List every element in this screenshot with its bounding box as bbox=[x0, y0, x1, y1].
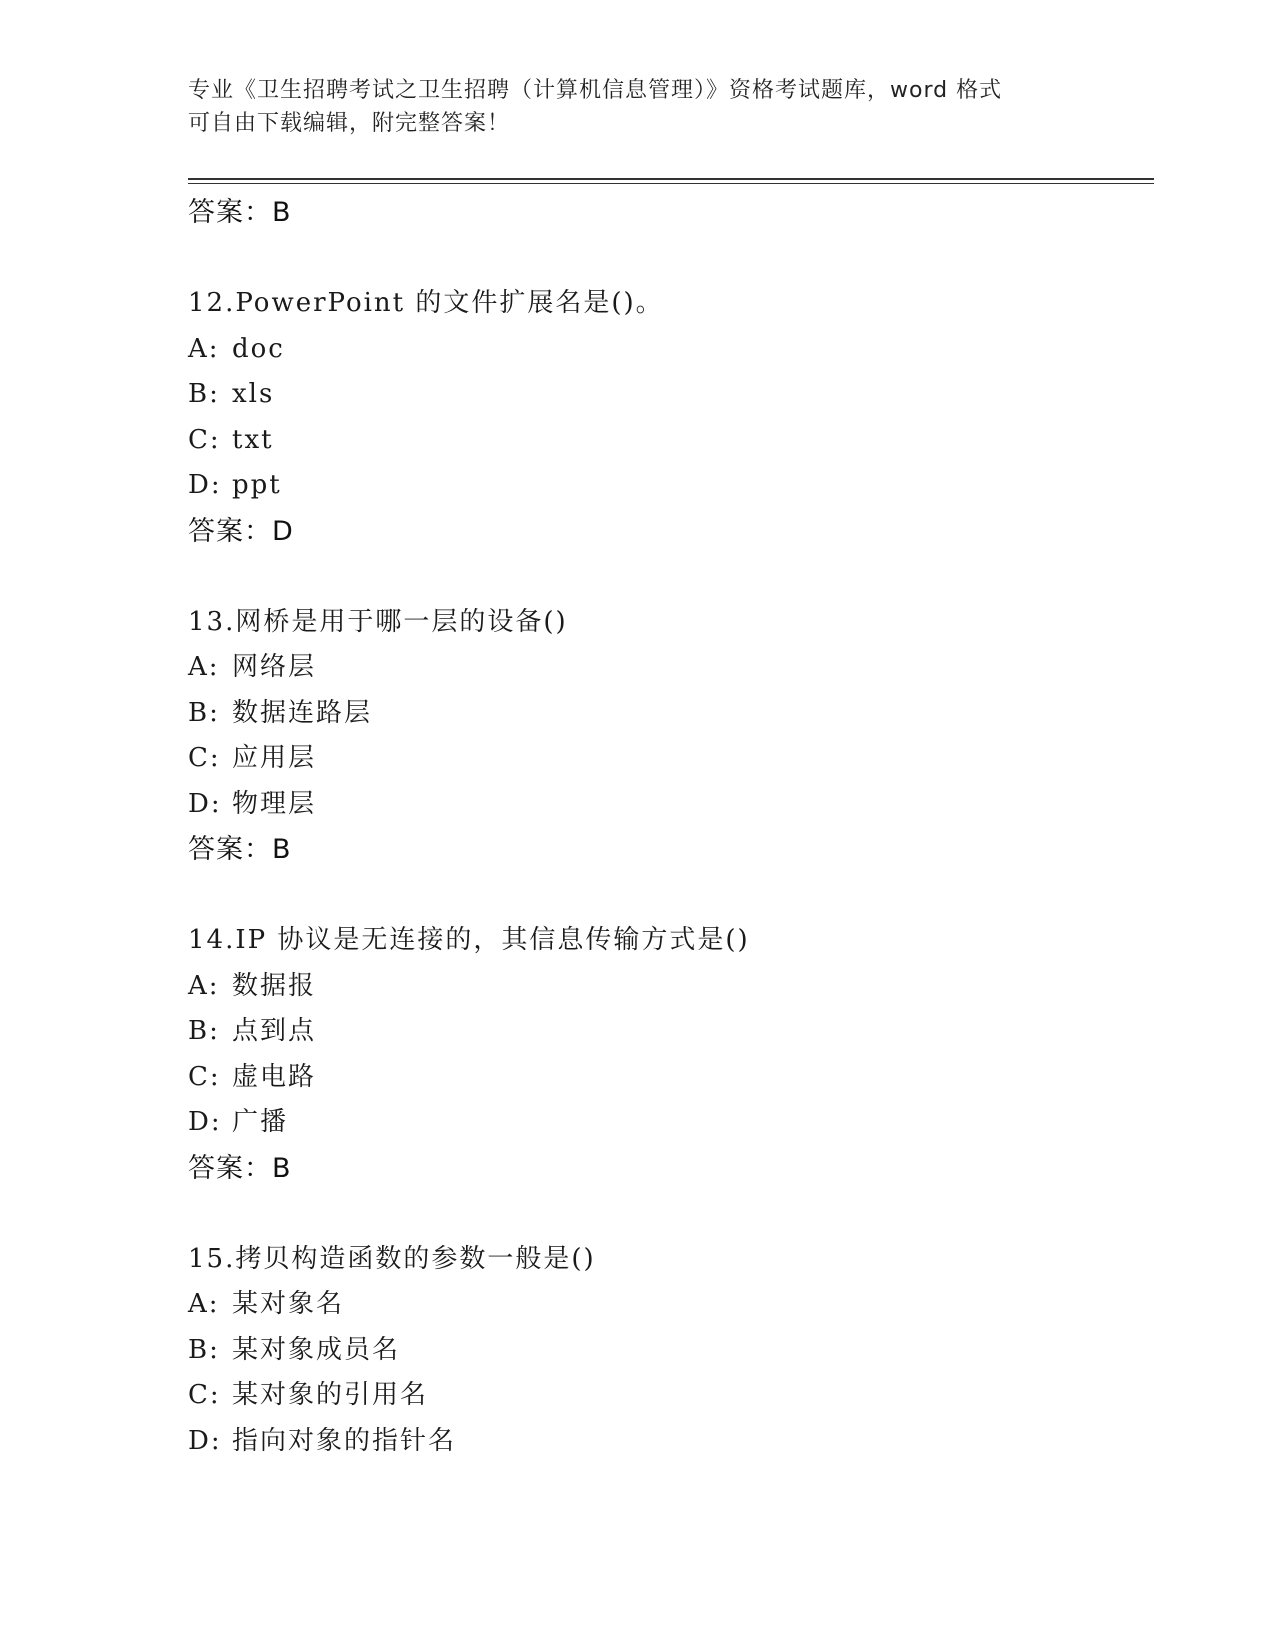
option-label: A: bbox=[188, 970, 220, 1001]
option-b bbox=[188, 372, 1154, 418]
option-text: 指向对象的指针名 bbox=[232, 1425, 457, 1456]
option-label: A: bbox=[188, 1289, 220, 1319]
document-header bbox=[188, 74, 1068, 140]
option-d bbox=[188, 782, 1154, 828]
question-block-12 bbox=[188, 281, 1154, 554]
option-label: D: bbox=[188, 1425, 222, 1456]
option-text: 某对象的引用名 bbox=[232, 1380, 429, 1410]
option-c bbox=[188, 736, 1154, 782]
answer-previous: 答案：B bbox=[188, 197, 292, 228]
option-text: 点到点 bbox=[232, 1016, 317, 1046]
option-c bbox=[188, 1373, 1154, 1419]
option-b bbox=[188, 1009, 1154, 1055]
option-text: 虚电路 bbox=[232, 1061, 317, 1092]
question-stem: 12.PowerPoint 的文件扩展名是()。 bbox=[188, 288, 664, 318]
option-a bbox=[188, 327, 1154, 373]
option-label: B: bbox=[188, 379, 220, 409]
option-text: 网络层 bbox=[232, 652, 317, 682]
option-label: B: bbox=[188, 1334, 220, 1365]
option-a bbox=[188, 964, 1154, 1010]
option-text: 应用层 bbox=[232, 743, 317, 773]
option-text: xls bbox=[232, 379, 275, 409]
option-label: C: bbox=[188, 1380, 221, 1410]
option-label: C: bbox=[188, 743, 221, 773]
option-label: A: bbox=[188, 333, 220, 364]
answer-line: 答案：B bbox=[188, 834, 292, 865]
option-text: txt bbox=[232, 424, 274, 455]
option-c bbox=[188, 418, 1154, 464]
answer-line: 答案：B bbox=[188, 1152, 292, 1184]
option-label: D: bbox=[188, 470, 222, 500]
option-d bbox=[188, 1100, 1154, 1146]
spacer bbox=[188, 872, 1154, 918]
option-text: ppt bbox=[232, 470, 282, 500]
question-stem: 15.拷贝构造函数的参数一般是() bbox=[188, 1243, 596, 1274]
question-stem: 14.IP 协议是无连接的，其信息传输方式是() bbox=[188, 925, 750, 955]
header-divider-thick bbox=[188, 178, 1154, 180]
question-block-13 bbox=[188, 600, 1154, 873]
option-d bbox=[188, 1419, 1154, 1465]
option-a bbox=[188, 645, 1154, 691]
header-line-1: 专业《卫生招聘考试之卫生招聘（计算机信息管理）》资格考试题库，word 格式 bbox=[188, 78, 1003, 103]
option-label: C: bbox=[188, 1061, 221, 1092]
option-label: B: bbox=[188, 697, 220, 728]
option-label: B: bbox=[188, 1016, 220, 1046]
spacer bbox=[188, 235, 1154, 281]
spacer bbox=[188, 1191, 1154, 1237]
header-divider-thin bbox=[188, 183, 1154, 184]
option-b bbox=[188, 691, 1154, 737]
option-text: 物理层 bbox=[232, 788, 317, 819]
question-stem: 13.网桥是用于哪一层的设备() bbox=[188, 606, 568, 637]
option-label: C: bbox=[188, 424, 221, 455]
option-text: 数据连路层 bbox=[232, 697, 373, 728]
spacer bbox=[188, 554, 1154, 600]
option-label: D: bbox=[188, 1107, 222, 1137]
option-text: doc bbox=[232, 333, 285, 364]
option-text: 某对象成员名 bbox=[232, 1334, 401, 1365]
option-text: 广播 bbox=[232, 1107, 289, 1137]
option-text: 数据报 bbox=[232, 970, 317, 1001]
header-line-2: 可自由下载编辑，附完整答案！ bbox=[188, 111, 511, 136]
question-block-14 bbox=[188, 918, 1154, 1191]
option-a bbox=[188, 1282, 1154, 1328]
question-list bbox=[188, 190, 1154, 1464]
answer-line: 答案：D bbox=[188, 515, 294, 547]
option-b bbox=[188, 1328, 1154, 1374]
option-text: 某对象名 bbox=[232, 1289, 345, 1319]
option-c bbox=[188, 1055, 1154, 1101]
option-label: D: bbox=[188, 788, 222, 819]
option-label: A: bbox=[188, 652, 220, 682]
question-block-15 bbox=[188, 1237, 1154, 1465]
option-d bbox=[188, 463, 1154, 509]
